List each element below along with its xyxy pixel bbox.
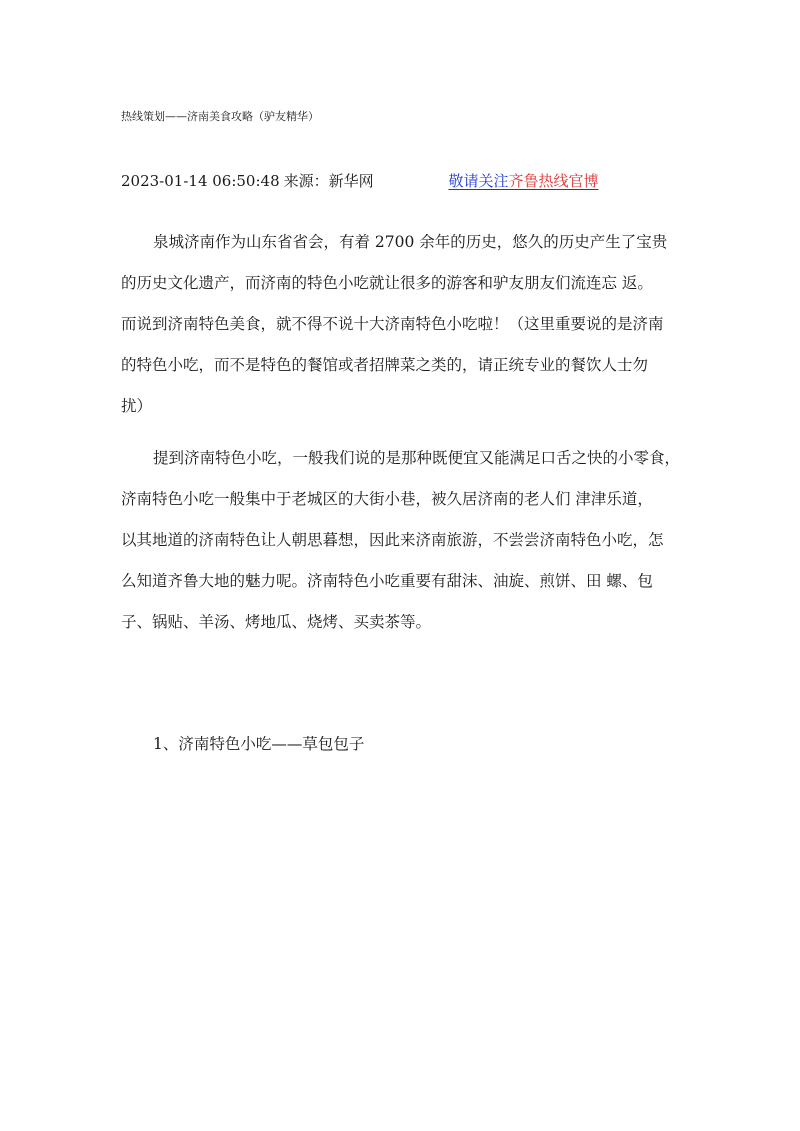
publish-datetime: 2023-01-14 06:50:48 [121, 172, 280, 190]
follow-prefix: 敬请关注 [448, 172, 509, 190]
paragraph-line: 子、锅贴、羊汤、烤地瓜、烧烤、买卖茶等。 [121, 613, 432, 631]
paragraph-line: 么知道齐鲁大地的魅力呢。济南特色小吃重要有甜沫、油旋、煎饼、田 螺、包 [121, 572, 653, 590]
document-title: 热线策划——济南美食攻略（驴友精华） [121, 110, 319, 123]
paragraph-line: 扰） [121, 397, 153, 415]
paragraph-line: 以其地道的济南特色让人朝思暮想，因此来济南旅游，不尝尝济南特色小吃，怎 [121, 531, 664, 549]
follow-weibo-link[interactable] [378, 172, 598, 190]
follow-weibo-name: 齐鲁热线官博 [508, 172, 599, 190]
intro-paragraph [121, 222, 681, 427]
section-heading: 1、济南特色小吃——草包包子 [153, 735, 365, 753]
paragraph-line: 提到济南特色小吃，一般我们说的是那种既便宜又能满足口舌之快的小零食， [153, 449, 681, 467]
paragraph-line: 济南特色小吃一般集中于老城区的大街小巷，被久居济南的老人们 津津乐道， [121, 490, 653, 508]
article-meta [121, 170, 598, 192]
source-name: 新华网 [328, 172, 374, 190]
source-label: 来源： [283, 172, 329, 190]
paragraph-line: 的历史文化遗产，而济南的特色小吃就让很多的游客和驴友朋友们流连忘 返。 [121, 274, 653, 292]
paragraph-line: 泉城济南作为山东省省会，有着 2700 余年的历史，悠久的历史产生了宝贵 [153, 233, 668, 251]
paragraph-line: 的特色小吃，而不是特色的餐馆或者招牌菜之类的，请正统专业的餐饮人士勿 [121, 356, 649, 374]
snacks-paragraph [121, 438, 681, 643]
paragraph-line: 而说到济南特色美食，就不得不说十大济南特色小吃啦！（这里重要说的是济南 [121, 315, 664, 333]
